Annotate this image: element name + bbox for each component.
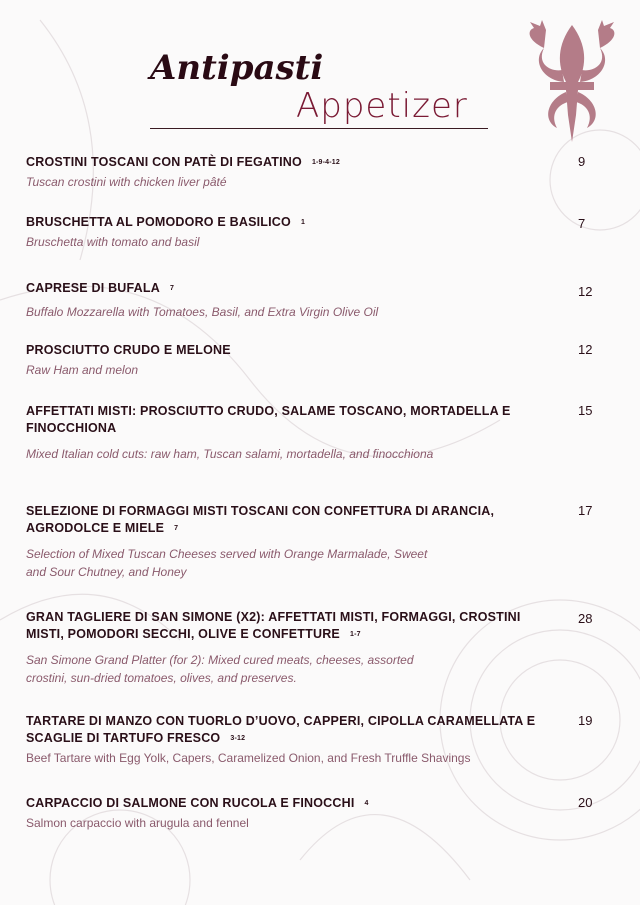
item-description: Selection of Mixed Tuscan Cheeses served with Orange Marmalade, Sweet and Sour Chutney, and Honey (26, 547, 428, 579)
item-name-text: AFFETTATI MISTI: PROSCIUTTO CRUDO, SALAME TOSCANO, MORTADELLA E FINOCCHIONA (26, 404, 511, 435)
item-price: 19 (578, 713, 593, 728)
item-description: San Simone Grand Platter (for 2): Mixed cured meats, cheeses, assorted crostini, sun-dried tomatoes, olives, and preserves. (26, 653, 414, 685)
item-name (26, 609, 546, 643)
menu-item (26, 503, 546, 581)
page-title-italian: Antipasti (150, 48, 324, 88)
item-price: 15 (578, 403, 593, 418)
item-name (26, 713, 546, 747)
item-price: 28 (578, 611, 593, 626)
menu-item (26, 609, 546, 687)
menu-item (26, 154, 546, 191)
allergen-codes: 7 (174, 525, 179, 532)
menu-item (26, 713, 546, 767)
item-name-text: SELEZIONE DI FORMAGGI MISTI TOSCANI CON CONFETTURA DI ARANCIA, AGRODOLCE E MIELE (26, 504, 495, 535)
allergen-codes: 1-9-4-12 (311, 159, 340, 166)
item-price: 12 (578, 284, 593, 299)
title-divider (150, 128, 488, 129)
item-description: Mixed Italian cold cuts: raw ham, Tuscan salami, mortadella, and finocchiona (26, 447, 434, 461)
item-description: Beef Tartare with Egg Yolk, Capers, Caramelized Onion, and Fresh Truffle Shavings (26, 751, 471, 765)
item-price: 20 (578, 795, 593, 810)
menu-item (26, 280, 546, 321)
item-name (26, 403, 546, 437)
allergen-codes: 4 (364, 800, 369, 807)
item-name-text: CARPACCIO DI SALMONE CON RUCOLA E FINOCCHI (26, 796, 355, 810)
item-name (26, 154, 546, 171)
menu-item (26, 342, 546, 379)
item-name-text: GRAN TAGLIERE DI SAN SIMONE (X2): AFFETTATI MISTI, FORMAGGI, CROSTINI MISTI, POMODORI SECCHI, OLIVE E CONFETTURE (26, 610, 521, 641)
item-name-text: CAPRESE DI BUFALA (26, 281, 160, 295)
page-title-english: Appetizer (296, 86, 468, 126)
item-price: 12 (578, 342, 593, 357)
allergen-codes: 1-7 (349, 631, 361, 638)
menu-item (26, 214, 546, 251)
item-description: Buffalo Mozzarella with Tomatoes, Basil, and Extra Virgin Olive Oil (26, 305, 379, 319)
item-name (26, 280, 546, 297)
item-name-text: TARTARE DI MANZO CON TUORLO D’UOVO, CAPPERI, CIPOLLA CARAMELLATA E SCAGLIE DI TARTUFO FRESCO (26, 714, 536, 745)
menu-item (26, 795, 546, 832)
item-name-text: BRUSCHETTA AL POMODORO E BASILICO (26, 215, 291, 229)
item-price: 17 (578, 503, 593, 518)
allergen-codes: 3-12 (230, 735, 246, 742)
item-description: Salmon carpaccio with arugula and fennel (26, 816, 249, 830)
item-name-text: CROSTINI TOSCANI CON PATÈ DI FEGATINO (26, 155, 302, 169)
item-description: Raw Ham and melon (26, 363, 139, 377)
item-price: 7 (578, 216, 586, 231)
item-price: 9 (578, 154, 586, 169)
menu-item (26, 403, 546, 463)
item-name (26, 214, 546, 231)
allergen-codes: 7 (169, 285, 175, 292)
item-name-text: PROSCIUTTO CRUDO E MELONE (26, 343, 231, 357)
allergen-codes: 1 (300, 219, 306, 226)
item-description: Bruschetta with tomato and basil (26, 235, 200, 249)
item-name (26, 503, 546, 537)
fleur-de-lis-logo (522, 20, 622, 145)
item-description: Tuscan crostini with chicken liver pâté (26, 175, 227, 189)
item-name (26, 795, 546, 812)
item-name (26, 342, 546, 359)
